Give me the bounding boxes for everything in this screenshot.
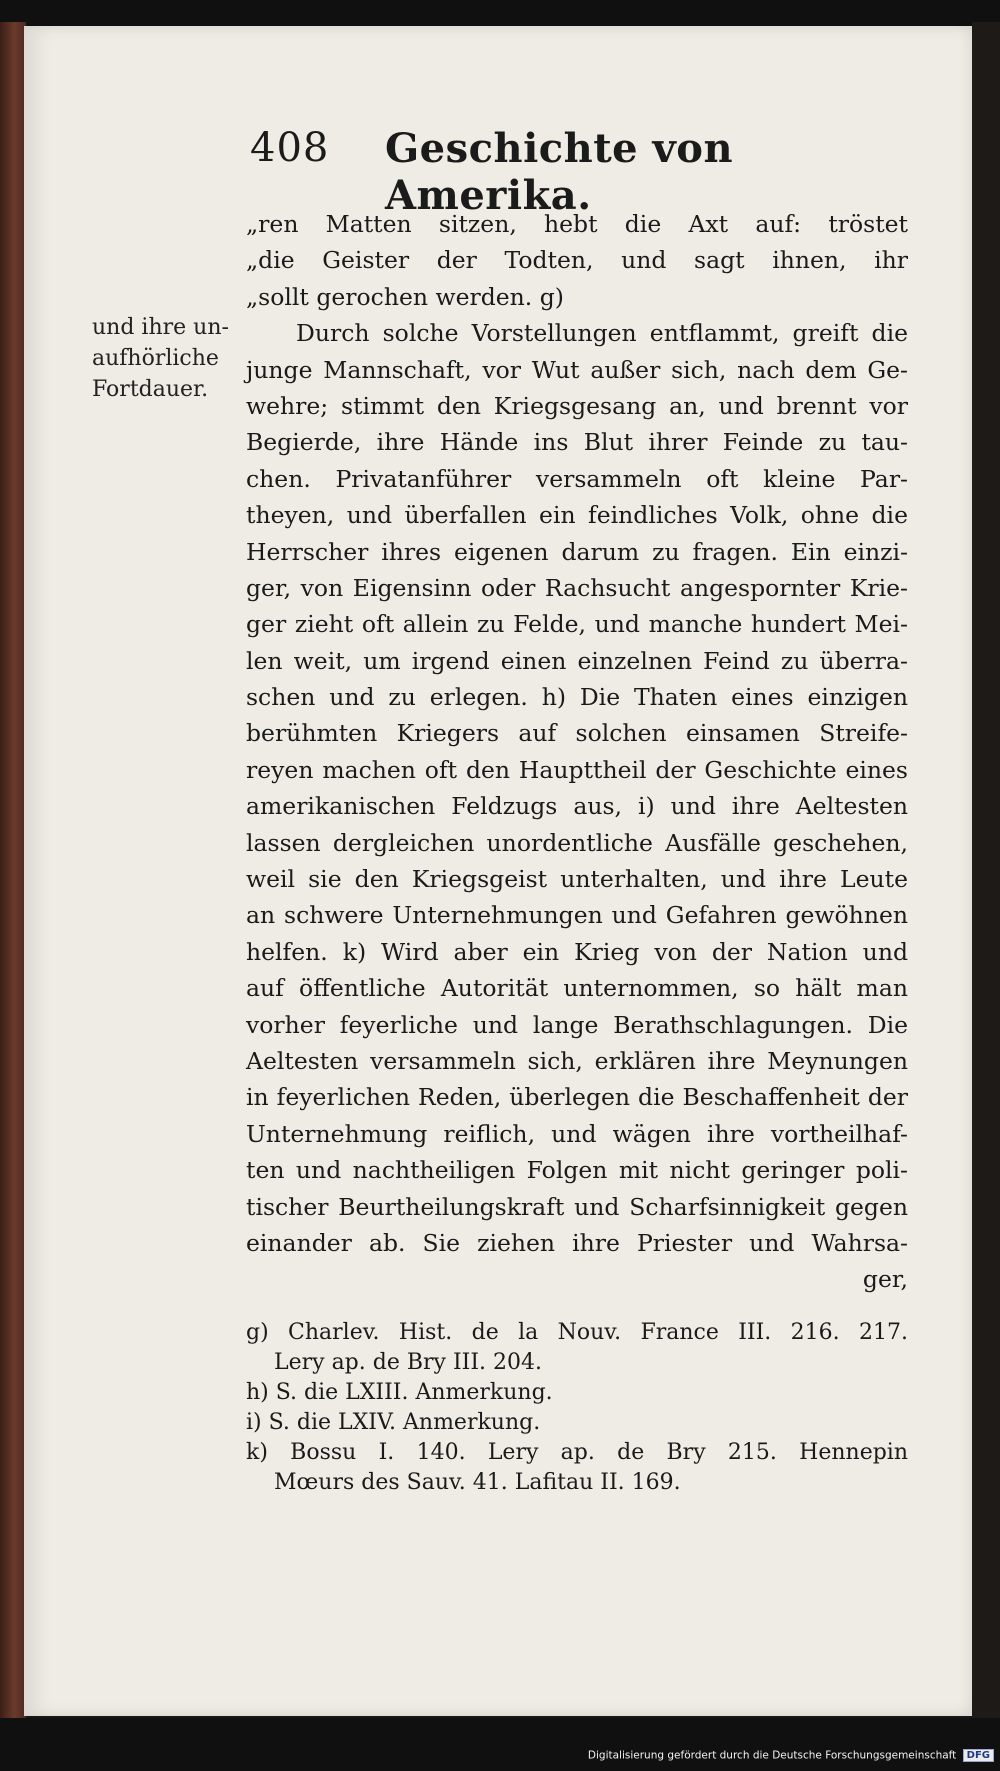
text-line: „die Geister der Todten, und sagt ihnen, ihr [246, 246, 908, 275]
text-line: wehre; stimmt den Kriegsgesang an, und brennt vor [246, 391, 908, 420]
text-line: berühmten Kriegers auf solchen einsamen Streife- [246, 719, 908, 748]
footnote-h: h) S. die LXIII. Anmerkung. [246, 1380, 553, 1405]
footnote-g-continued: Lery ap. de Bry III. 204. [274, 1350, 542, 1375]
footnote-i: i) S. die LXIV. Anmerkung. [246, 1410, 541, 1435]
text-line: amerikanischen Feldzugs aus, i) und ihre Aeltesten [246, 792, 908, 821]
scan-bottom-border [0, 1718, 1000, 1771]
credit-text: Digitalisierung gefördert durch die Deutsche Forschungsgemeinschaft [587, 1749, 957, 1762]
marginal-note [92, 312, 252, 405]
text-line: Unternehmung reiflich, und wägen ihre vortheilhaf- [246, 1119, 908, 1148]
dfg-logo: DFG [963, 1749, 994, 1762]
text-line: weil sie den Kriegsgeist unterhalten, und ihre Leute [246, 865, 908, 894]
text-line: ger zieht oft allein zu Felde, und manche hundert Mei- [246, 610, 908, 639]
text-line: lassen dergleichen unordentliche Ausfälle geschehen, [246, 828, 908, 857]
running-title: Geschichte von Amerika. [385, 125, 734, 219]
marginal-note-line: Fortdauer. [92, 377, 209, 402]
text-line: Durch solche Vorstellungen entflammt, greift die [296, 319, 908, 348]
text-line: helfen. k) Wird aber ein Krieg von der Nation und [246, 937, 908, 966]
marginal-note-line: und ihre un- [92, 315, 229, 340]
text-line: vorher feyerliche und lange Berathschlagungen. Die [246, 1010, 908, 1039]
text-line: „ren Matten sitzen, hebt die Axt auf: tröstet [246, 210, 908, 238]
text-line: in feyerlichen Reden, überlegen die Beschaffenheit der [246, 1083, 908, 1112]
text-line: Herrscher ihres eigenen darum zu fragen. Ein einzi- [246, 537, 908, 566]
text-line: Begierde, ihre Hände ins Blut ihrer Feinde zu tau- [246, 428, 908, 457]
text-line: reyen machen oft den Haupttheil der Geschichte eines [246, 755, 908, 784]
text-line: einander ab. Sie ziehen ihre Priester und Wahrsa- [246, 1228, 908, 1257]
text-line: len weit, um irgend einen einzelnen Feind zu überra- [246, 646, 908, 675]
text-line: ten und nachtheiligen Folgen mit nicht geringer poli- [246, 1156, 908, 1185]
text-line: „sollt gerochen werden. g) [246, 282, 564, 311]
digitization-credit [588, 1749, 994, 1762]
book-spine [0, 22, 26, 1722]
catchword: ger, [862, 1265, 908, 1294]
body-text [246, 206, 908, 1298]
text-line: an schwere Unternehmungen und Gefahren gewöhnen [246, 901, 908, 930]
text-line: theyen, und überfallen ein feindliches Volk, ohne die [246, 501, 908, 530]
scan-right-border [972, 22, 1000, 1722]
text-line: ger, von Eigensinn oder Rachsucht angespornter Krie- [246, 573, 908, 602]
text-line: tischer Beurtheilungskraft und Scharfsinnigkeit gegen [246, 1192, 908, 1221]
text-line: auf öffentliche Autorität unternommen, so hält man [246, 974, 908, 1003]
footnotes [246, 1318, 908, 1498]
footnote-k: k) Bossu I. 140. Lery ap. de Bry 215. Hennepin [246, 1440, 908, 1465]
text-line: junge Mannschaft, vor Wut außer sich, nach dem Ge- [246, 355, 908, 384]
text-line: chen. Privatanführer versammeln oft kleine Par- [246, 464, 908, 493]
page-number: 408 [250, 125, 330, 171]
marginal-note-line: aufhörliche [92, 346, 219, 371]
footnote-k-continued: Mœurs des Sauv. 41. Lafitau II. 169. [274, 1470, 681, 1495]
page-header [250, 125, 890, 219]
text-line: Aeltesten versammeln sich, erklären ihre Meynungen [246, 1046, 908, 1075]
text-line: schen und zu erlegen. h) Die Thaten eines einzigen [246, 683, 908, 712]
footnote-g: g) Charlev. Hist. de la Nouv. France III. 216. 217. [246, 1320, 908, 1345]
